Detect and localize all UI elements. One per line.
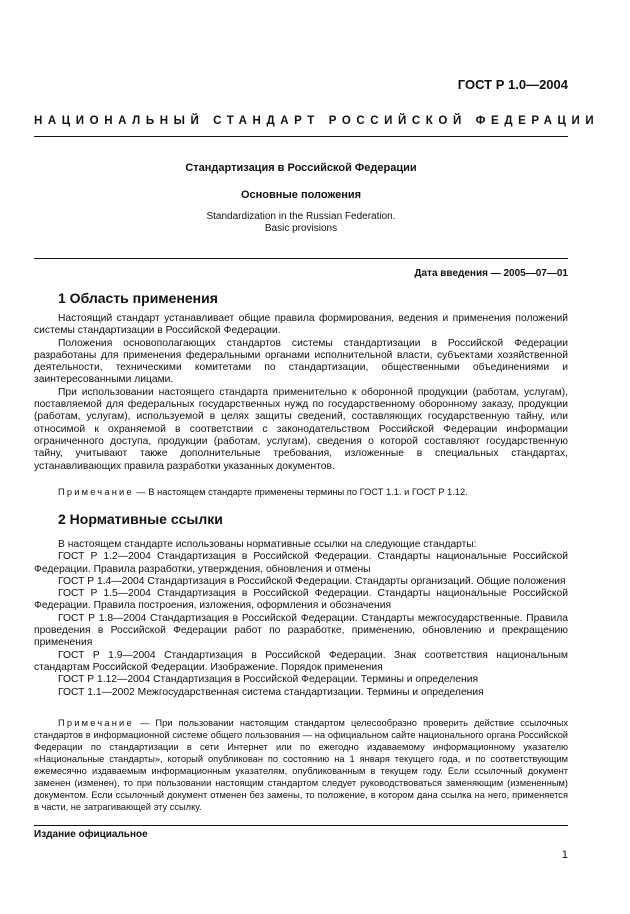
english-title-line-2: Basic provisions [264, 223, 338, 234]
document-title: Стандартизация в Российской Федерации [185, 162, 417, 174]
national-standard-header: НАЦИОНАЛЬНЫЙ СТАНДАРТ РОССИЙСКОЙ ФЕДЕРАЦИИ [34, 115, 600, 127]
edition-label: Издание официальное [34, 829, 148, 840]
document-subtitle: Основные положения [240, 189, 362, 201]
section-1-body [34, 313, 568, 473]
section-1-heading: 1 Область применения [58, 290, 218, 306]
reference-item: ГОСТ Р 1.2—2004 Стандартизация в Российской Федерации. Стандарты национальные Российской Федерации. Правила разработки, утверждения, обновления и отмены [34, 551, 568, 575]
paragraph: В настоящем стандарте использованы нормативные ссылки на следующие стандарты: [58, 539, 477, 550]
section-1-note [34, 486, 568, 498]
english-title [34, 211, 568, 235]
paragraph: При использовании настоящего стандарта применительно к оборонной продукции (работам, услугам), поставляемой для федеральных государственных нужд по государственному оборонному заказу, продукции (работам, услугам), используемой в целях защиты сведений, составляющих государственную тайну, или относимой к охраняемой в соответствии с законодательством Российской Федерации информации ограниченного доступа, продукции (работам, услугам), сведения о которой составляют государственную тайну, учитывают также дополнительные требования, изложенные в специальных стандартах, устанавливающих правила разработки указанных документов. [34, 386, 568, 472]
title-divider [34, 258, 568, 259]
english-title-line-1: Standardization in the Russian Federation. [206, 211, 396, 222]
note-label: Примечание [58, 487, 134, 497]
reference-item: ГОСТ Р 1.12—2004 Стандартизация в Российской Федерации. Термины и определения [58, 674, 479, 686]
section-2-heading: 2 Нормативные ссылки [58, 511, 223, 527]
reference-item: ГОСТ Р 1.5—2004 Стандартизация в Российской Федерации. Стандарты национальные Российской Федерации. Правила построения, изложения, оформления и обозначения [34, 588, 568, 612]
reference-item: ГОСТ 1.1—2002 Межгосударственная система стандартизации. Термины и определения [58, 686, 484, 698]
header-divider [34, 136, 568, 137]
document-code: ГОСТ Р 1.0—2004 [457, 77, 568, 92]
reference-item: ГОСТ Р 1.9—2004 Стандартизация в Российской Федерации. Знак соответствия национальным стандартам Российской Федерации. Изображение. Порядок применения [34, 649, 568, 673]
paragraph: Настоящий стандарт устанавливает общие правила формирования, ведения и применения положений системы стандартизации в Российской Федерации. [34, 313, 568, 337]
section-2-note [34, 717, 568, 813]
note-text: — При пользовании настоящим стандартом целесообразно проверить действие ссылочных стандартов в информационной системе общего пользования — на официальном сайте национального органа Российской Федерации по стандартизации в сети Интернет или по ежегодно издаваемому информационному указателю «Национальные стандарты», который опубликован по состоянию на 1 января текущего года, и по соответствующим ежемесячно издаваемым информационным указателям, опубликованным в текущем году. Если ссылочный документ заменен (изменен), то при пользовании настоящим стандартом следует руководствоваться заменяющим (измененным) документом. Если ссылочный документ отменен без замены, то положение, в котором дана ссылка на него, применяется в части, не затрагивающей эту ссылку. [34, 718, 568, 812]
note-label: Примечание [58, 718, 134, 728]
page-number: 1 [561, 849, 568, 861]
introduction-date: Дата введения — 2005—07—01 [414, 268, 568, 279]
footer-divider [34, 825, 568, 826]
reference-item: ГОСТ Р 1.8—2004 Стандартизация в Российской Федерации. Стандарты межгосударственные. Правила проведения в Российской Федерации работ по разработке, применению, обновлению и прекращению применения [34, 612, 568, 649]
paragraph: Положения основополагающих стандартов системы стандартизации в Российской Федерации разработаны для применения федеральными органами исполнительной власти, субъектами хозяйственной деятельности, техническими комитетами по стандартизации, общественными объединениями и заинтересованными лицами. [34, 337, 568, 386]
note-text: — В настоящем стандарте применены термины по ГОСТ 1.1. и ГОСТ Р 1.12. [136, 487, 468, 497]
section-2-body [34, 539, 568, 699]
reference-item: ГОСТ Р 1.4—2004 Стандартизация в Российской Федерации. Стандарты организаций. Общие положения [58, 575, 566, 587]
